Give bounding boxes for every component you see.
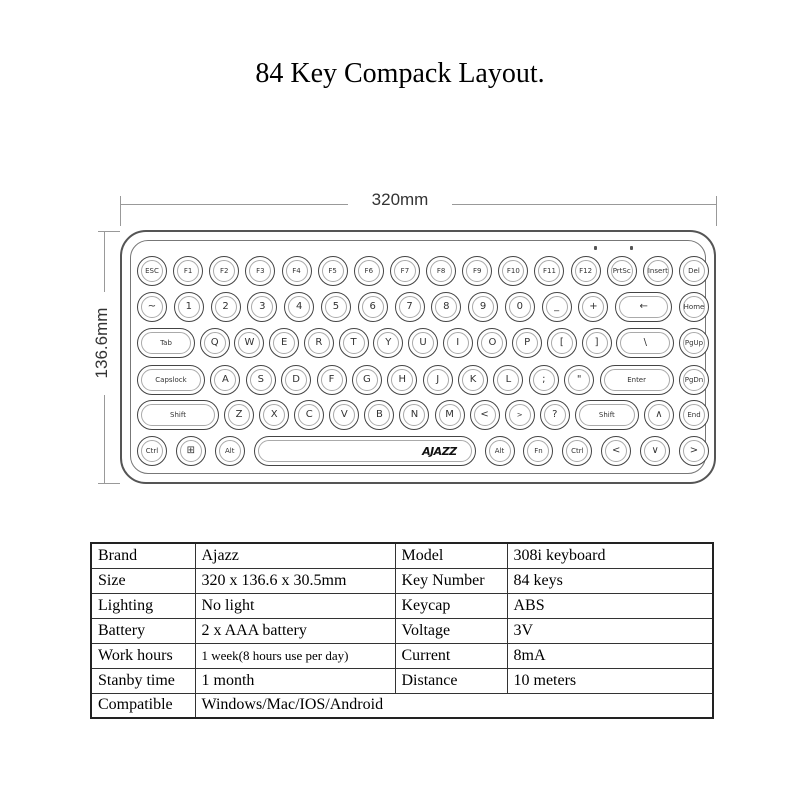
key: [607, 256, 637, 286]
key-label: [: [559, 337, 564, 348]
key-label: Capslock: [155, 375, 187, 384]
key: [547, 328, 577, 358]
key-label: A: [221, 374, 229, 385]
width-dimension-tick-right: [716, 196, 717, 226]
key-label: 6: [369, 301, 376, 312]
key-label: W: [244, 337, 255, 348]
key-label: U: [419, 337, 427, 348]
key: [176, 436, 206, 466]
key-label: N: [410, 409, 419, 420]
spec-value: No light: [195, 593, 395, 618]
spec-value: 308i keyboard: [507, 543, 713, 568]
key: [505, 292, 535, 322]
key: [211, 292, 241, 322]
key-label: PrtSc: [612, 266, 631, 275]
key-label: Y: [385, 337, 392, 348]
spec-label: Keycap: [395, 593, 507, 618]
key-label: H: [398, 374, 407, 385]
key-label: F6: [364, 266, 374, 275]
key-label: ESC: [145, 266, 159, 275]
key-label: Insert: [647, 266, 668, 275]
key: [259, 400, 289, 430]
key: [339, 328, 369, 358]
key-label: \: [643, 337, 647, 348]
height-dimension-line-bottom: [104, 395, 105, 483]
height-dimension-line-top: [104, 232, 105, 292]
key: [615, 292, 672, 322]
key-label: >: [516, 410, 523, 419]
key-label: P: [524, 337, 531, 348]
key-label: F1: [183, 266, 193, 275]
page-title: 84 Key Compack Layout.: [255, 58, 545, 89]
key-label: Home: [683, 302, 705, 311]
key-label: L: [505, 374, 512, 385]
width-dimension-tick-left: [120, 196, 121, 226]
key: [470, 400, 500, 430]
height-dimension-label: 136.6mm: [92, 307, 111, 379]
key-label: 1: [185, 301, 192, 312]
key: [529, 365, 559, 395]
key: [640, 436, 670, 466]
width-dimension-line-right: [452, 204, 716, 205]
key-label: J: [436, 374, 440, 385]
key-label: Q: [210, 337, 219, 348]
key-label: C: [305, 409, 313, 420]
spec-row: [91, 618, 713, 643]
key-label: PgDn: [684, 375, 704, 384]
key-label: ~: [147, 301, 157, 312]
key-label: 4: [295, 301, 303, 312]
key-label: I: [456, 337, 460, 348]
indicator-led-2: [630, 246, 633, 250]
key-label: F2: [220, 266, 229, 275]
key: [423, 365, 453, 395]
key: [352, 365, 382, 395]
spec-label: Lighting: [91, 593, 195, 618]
key: [174, 292, 204, 322]
key-label: Tab: [160, 338, 172, 347]
key-label: +: [589, 301, 598, 312]
key: [317, 365, 347, 395]
spec-value: 320 x 136.6 x 30.5mm: [195, 568, 395, 593]
key-label: Shift: [170, 410, 186, 419]
key-label: Enter: [627, 375, 646, 384]
key: [318, 256, 348, 286]
key: [458, 365, 488, 395]
spec-value: 1 month: [195, 668, 395, 693]
spec-row: [91, 668, 713, 693]
key: [679, 365, 709, 395]
key-label: 7: [406, 301, 413, 312]
height-dimension-tick-top: [98, 231, 120, 232]
key-label: ": [576, 374, 582, 385]
key: [542, 292, 572, 322]
spec-value: 8mA: [507, 643, 713, 668]
spec-row: [91, 643, 713, 668]
key-label: S: [257, 374, 264, 385]
key-label: D: [292, 374, 300, 385]
key: [137, 365, 205, 395]
key-label: Alt: [494, 446, 505, 455]
key: [137, 292, 167, 322]
key: [679, 436, 709, 466]
key-label: <: [480, 409, 489, 420]
key-label: 3: [259, 301, 266, 312]
key-label: ∧: [655, 409, 663, 420]
key-label: M: [445, 409, 454, 420]
key: [644, 400, 674, 430]
key-label: ⊞: [186, 445, 196, 456]
key: [540, 400, 570, 430]
key: [390, 256, 420, 286]
key: [284, 292, 314, 322]
key-label: ←: [639, 301, 648, 312]
spec-label: Brand: [91, 543, 195, 568]
key-label: F10: [506, 266, 520, 275]
key: [395, 292, 425, 322]
key: [304, 328, 334, 358]
key: [354, 256, 384, 286]
key-label: R: [315, 337, 323, 348]
key: [426, 256, 456, 286]
spec-label: Work hours: [91, 643, 195, 668]
key-label: 8: [443, 301, 450, 312]
spec-row: [91, 568, 713, 593]
key: [200, 328, 230, 358]
key: [443, 328, 473, 358]
brand-logo: AJAZZ: [422, 444, 457, 458]
spec-label: Distance: [395, 668, 507, 693]
key-label: 2: [222, 301, 229, 312]
key: [575, 400, 639, 430]
key: [435, 400, 465, 430]
key: [468, 292, 498, 322]
spec-label: Stanby time: [91, 668, 195, 693]
key-label: X: [270, 409, 278, 420]
key-label: F8: [436, 266, 446, 275]
key-label: Ctrl: [571, 446, 584, 455]
width-dimension-label: 320mm: [371, 190, 429, 209]
key: [679, 292, 709, 322]
key-label: F: [328, 374, 335, 385]
key-label: 5: [332, 301, 340, 312]
spec-value: 3V: [507, 618, 713, 643]
key-label: G: [363, 374, 371, 385]
key-label: >: [689, 445, 699, 456]
key-label: End: [687, 410, 701, 419]
key-label: _: [554, 301, 560, 312]
key: [582, 328, 612, 358]
key: [600, 365, 674, 395]
key-label: ;: [542, 374, 546, 385]
key-label: O: [488, 337, 497, 348]
key-space: [254, 436, 476, 466]
key: [137, 400, 219, 430]
spec-value: Ajazz: [195, 543, 395, 568]
spec-value: 2 x AAA battery: [195, 618, 395, 643]
key-label: F3: [256, 266, 265, 275]
key-label: F11: [542, 266, 556, 275]
key-label: F4: [292, 266, 301, 275]
key-label: E: [280, 337, 288, 348]
key-label: ∨: [651, 445, 659, 456]
key: [485, 436, 515, 466]
spec-row: [91, 693, 713, 718]
spec-label: Battery: [91, 618, 195, 643]
key-label: ?: [552, 409, 558, 420]
key: [571, 256, 601, 286]
key-label: V: [340, 409, 348, 420]
spec-label: Compatible: [91, 693, 195, 718]
spec-label: Key Number: [395, 568, 507, 593]
key: [137, 256, 167, 286]
key: [358, 292, 388, 322]
key-label: F5: [328, 266, 337, 275]
key: [282, 256, 312, 286]
key: [224, 400, 254, 430]
key-label: ]: [594, 337, 599, 348]
key-label: F12: [579, 266, 593, 275]
key-label: 9: [479, 301, 487, 312]
key-label: <: [612, 445, 621, 456]
spec-value: Windows/Mac/IOS/Android: [195, 693, 713, 718]
width-dimension-line-left: [120, 204, 348, 205]
key-label: Del: [688, 266, 700, 275]
key: [505, 400, 535, 430]
key-label: K: [469, 374, 477, 385]
key-label: Z: [235, 409, 243, 420]
key: [512, 328, 542, 358]
key-label: Fn: [534, 446, 543, 455]
key-label: PgUp: [684, 338, 704, 347]
spec-value: ABS: [507, 593, 713, 618]
key: [137, 436, 167, 466]
key-label: 0: [516, 301, 524, 312]
key-label: B: [375, 409, 383, 420]
indicator-led-1: [594, 246, 597, 250]
key: [679, 256, 709, 286]
key-label: F9: [472, 266, 482, 275]
height-dimension-tick-bottom: [98, 483, 120, 484]
spec-label: Current: [395, 643, 507, 668]
key-label: Shift: [598, 410, 615, 419]
key-label: Alt: [225, 446, 235, 455]
key: [643, 256, 673, 286]
key: [616, 328, 674, 358]
key: [679, 400, 709, 430]
key: [462, 256, 492, 286]
key: [215, 436, 245, 466]
key: [281, 365, 311, 395]
spec-label: Voltage: [395, 618, 507, 643]
spec-label: Model: [395, 543, 507, 568]
key: [137, 328, 195, 358]
key: [408, 328, 438, 358]
key-label: T: [350, 337, 357, 348]
key-label: F7: [400, 266, 410, 275]
spec-value: 84 keys: [507, 568, 713, 593]
key: [269, 328, 299, 358]
key: [679, 328, 709, 358]
key: [321, 292, 351, 322]
spec-label: Size: [91, 568, 195, 593]
spec-table: [90, 542, 714, 719]
spec-value: 1 week(8 hours use per day): [195, 643, 395, 668]
spec-value: 10 meters: [507, 668, 713, 693]
spec-row: [91, 593, 713, 618]
key: [246, 365, 276, 395]
key: [173, 256, 203, 286]
key-label: Ctrl: [145, 446, 159, 455]
spec-row: [91, 543, 713, 568]
